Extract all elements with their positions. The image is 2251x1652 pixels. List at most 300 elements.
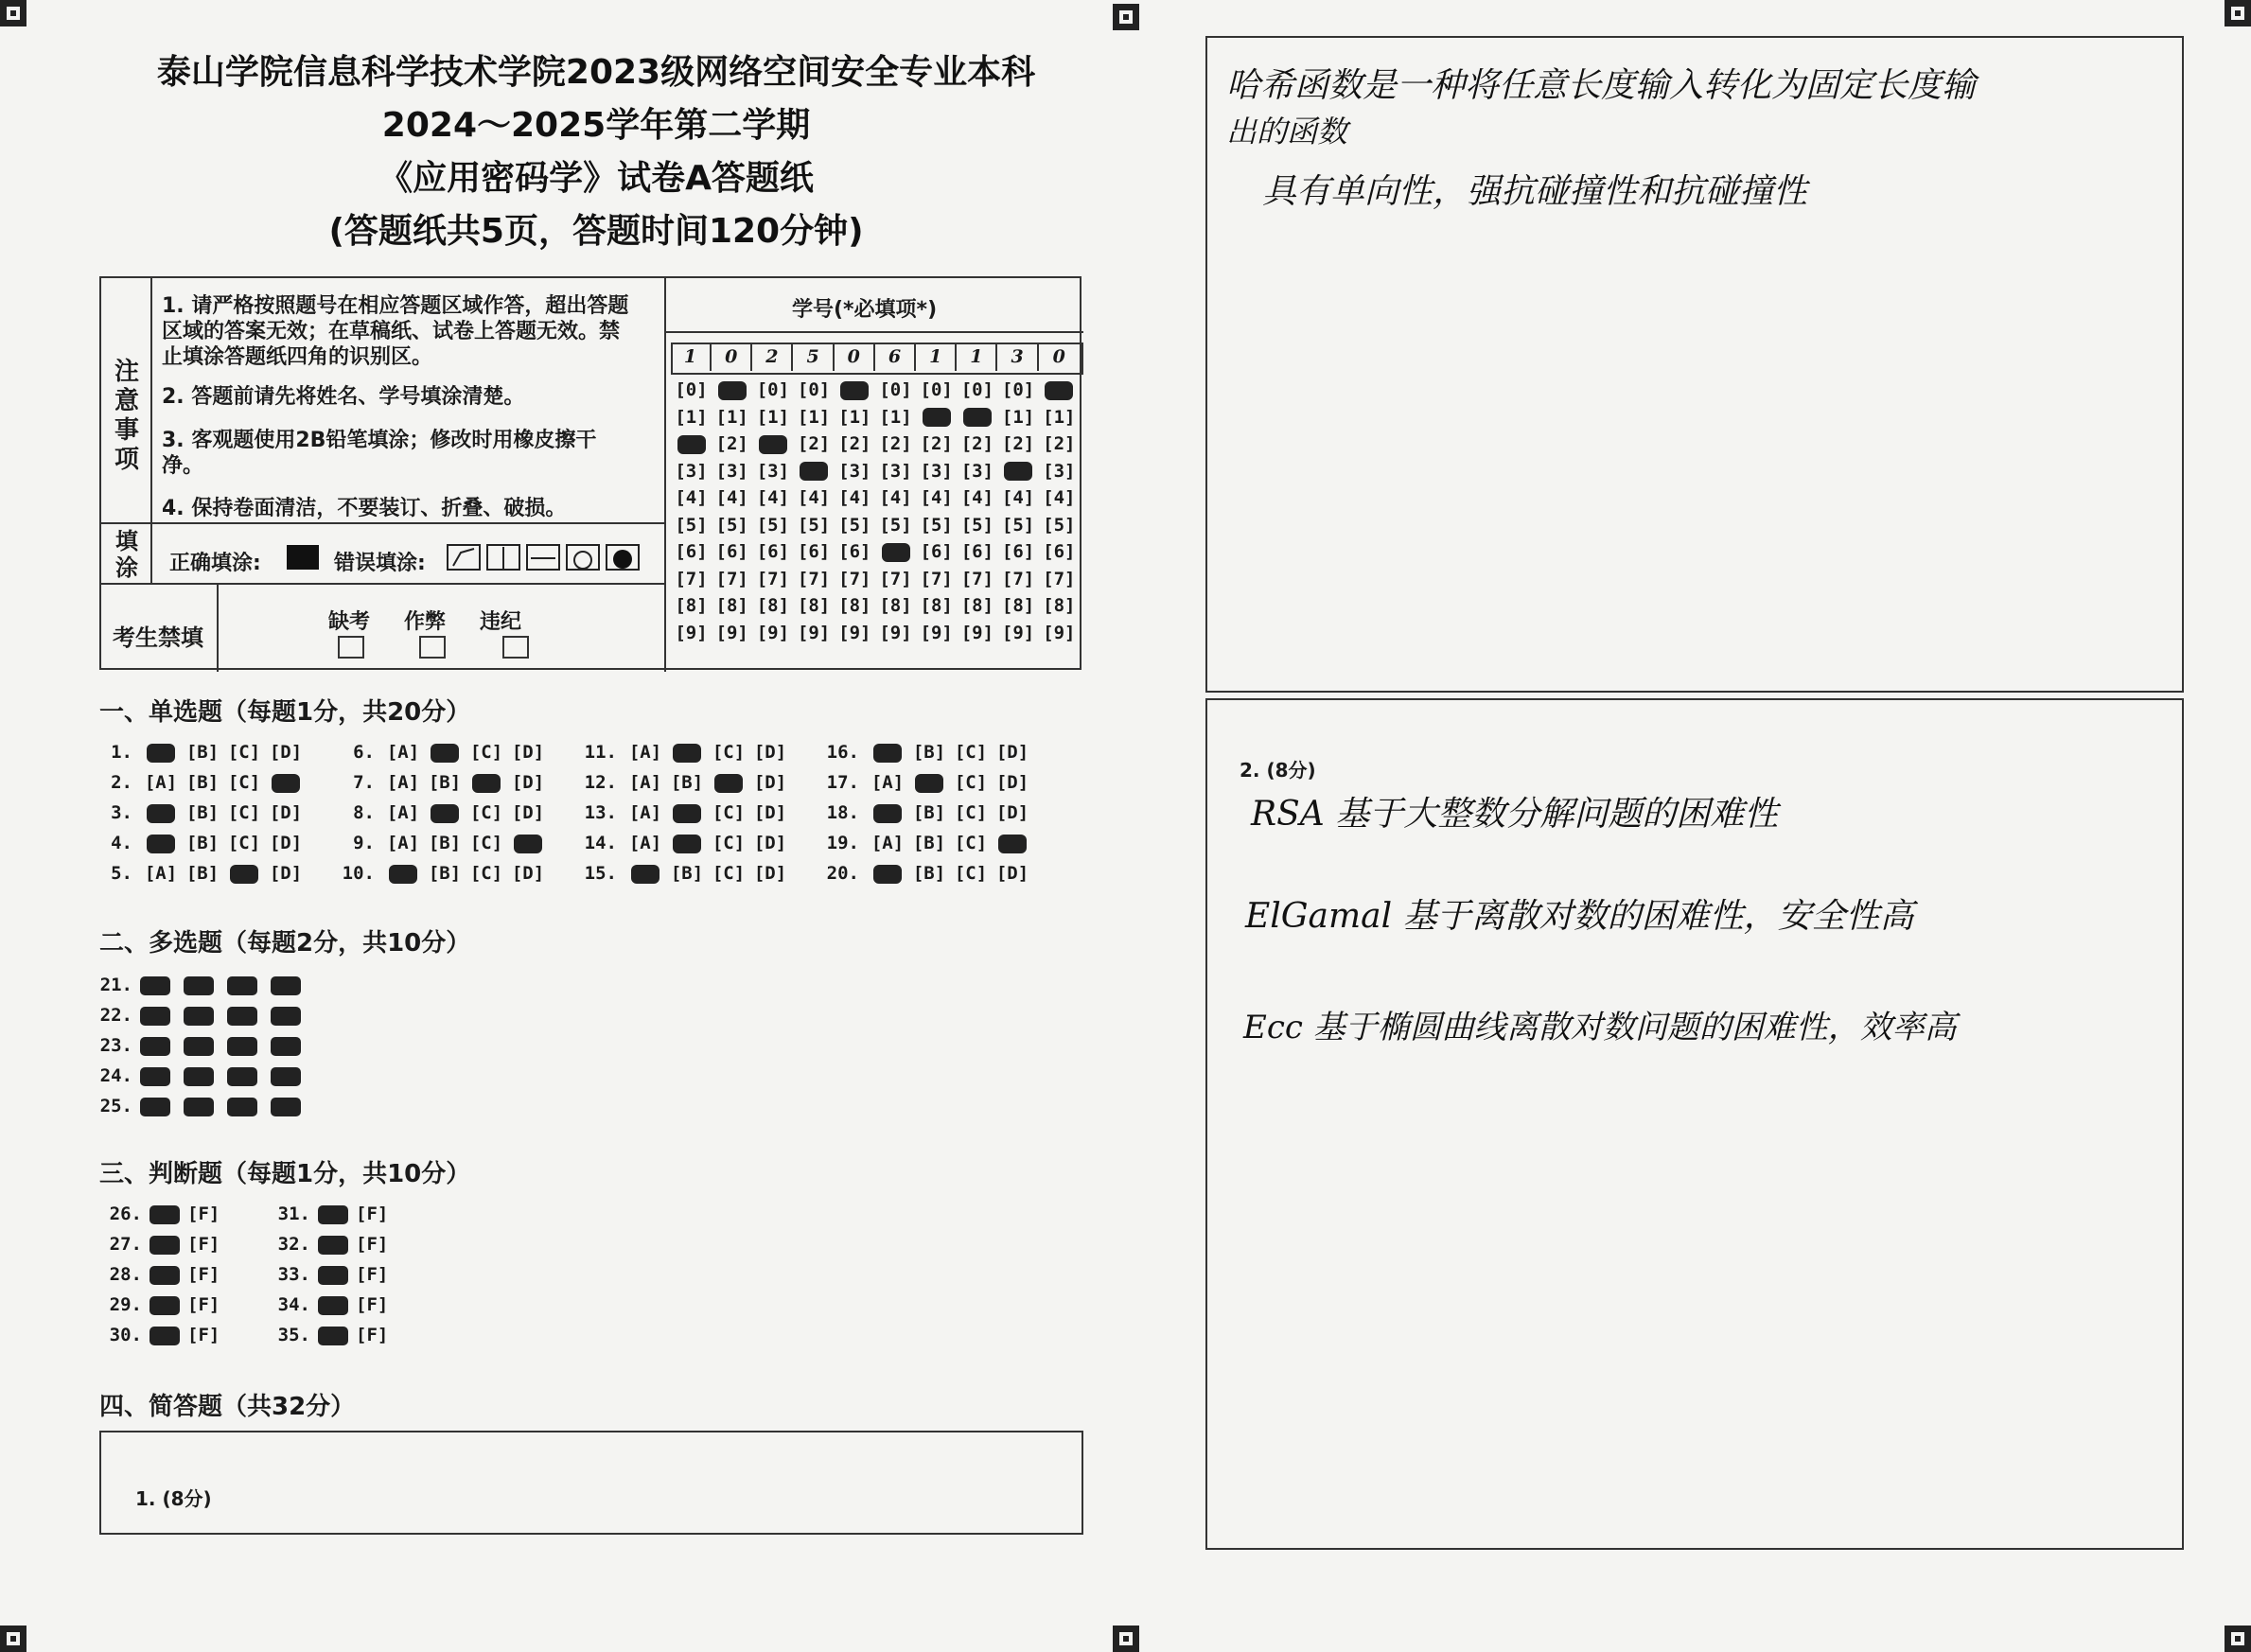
student-id-bubble-filled[interactable] — [957, 404, 997, 431]
false-bubble[interactable]: [F] — [187, 1234, 220, 1255]
student-id-bubble[interactable]: [4] — [960, 487, 994, 508]
option-bubble-filled[interactable] — [382, 863, 424, 884]
student-id-bubble[interactable]: [0] — [797, 379, 831, 400]
option-bubble[interactable]: [B] — [185, 802, 220, 823]
multi-choice-question — [95, 1035, 314, 1056]
student-id-bubble[interactable]: [2] — [920, 433, 953, 454]
judge-question — [104, 1325, 220, 1345]
student-id-column — [916, 343, 957, 646]
question-number: 15. — [584, 863, 617, 884]
student-id-bubble[interactable]: [5] — [715, 514, 748, 536]
question-number: 26. — [109, 1204, 142, 1224]
question-number: 11. — [584, 742, 617, 763]
student-id-bubble[interactable]: [5] — [756, 514, 790, 536]
student-id-bubble[interactable]: [8] — [879, 595, 912, 616]
student-id-bubble[interactable]: [0] — [675, 379, 708, 400]
false-bubble[interactable]: [F] — [187, 1294, 220, 1315]
option-bubble-filled[interactable] — [184, 1098, 214, 1116]
student-id-digit: 1 — [916, 343, 957, 371]
option-bubble-filled[interactable] — [184, 976, 214, 995]
student-id-bubble[interactable]: [4] — [797, 487, 831, 508]
option-bubble-filled[interactable] — [708, 772, 749, 793]
corner-mark-top-center — [1113, 4, 1139, 30]
student-id-bubble[interactable]: [4] — [879, 487, 912, 508]
student-id-bubble[interactable]: [2] — [838, 433, 871, 454]
option-bubble-filled[interactable] — [867, 863, 908, 884]
student-id-bubble[interactable]: [3] — [879, 460, 912, 482]
option-bubble[interactable]: [A] — [386, 833, 420, 853]
student-id-bubble[interactable]: [9] — [797, 622, 831, 643]
true-bubble-filled[interactable] — [318, 1296, 348, 1315]
question-number: 12. — [584, 772, 617, 793]
student-id-column — [752, 343, 793, 646]
option-bubble[interactable]: [D] — [995, 742, 1029, 763]
option-bubble[interactable]: [B] — [912, 802, 946, 823]
option-bubble-filled[interactable] — [271, 1007, 301, 1026]
student-id-bubble[interactable]: [6] — [715, 541, 748, 562]
student-id-bubble[interactable]: [7] — [1043, 568, 1076, 589]
student-id-bubble[interactable]: [3] — [1043, 460, 1076, 482]
option-bubble-filled[interactable] — [140, 833, 182, 853]
option-bubble[interactable]: [D] — [995, 772, 1029, 793]
q1-answer-line1: 哈希函数是一种将任意长度输入转化为固定长度输 — [1226, 66, 1977, 105]
student-id-bubble[interactable]: [2] — [1001, 433, 1035, 454]
violation-checkbox[interactable] — [502, 636, 529, 659]
true-bubble-filled[interactable] — [318, 1327, 348, 1345]
single-choice-question — [337, 833, 549, 853]
q1-answer-box[interactable] — [1205, 36, 2184, 693]
option-bubble[interactable]: [A] — [144, 863, 178, 884]
option-bubble[interactable]: [B] — [185, 772, 220, 793]
option-bubble[interactable]: [A] — [628, 772, 662, 793]
section-judge: 三、判断题（每题1分，共10分） — [99, 1160, 471, 1188]
student-id-bubble[interactable]: [9] — [920, 622, 953, 643]
question-number: 10. — [342, 863, 375, 884]
option-bubble[interactable]: [A] — [386, 802, 420, 823]
option-bubble-filled[interactable] — [140, 1037, 170, 1056]
student-id-bubble[interactable]: [0] — [1001, 379, 1035, 400]
option-bubble[interactable]: [B] — [670, 863, 704, 884]
false-bubble[interactable]: [F] — [356, 1204, 389, 1224]
student-id-bubble[interactable]: [1] — [838, 406, 871, 428]
student-id-bubble[interactable]: [3] — [960, 460, 994, 482]
correct-fill-label: 正确填涂: — [169, 552, 261, 575]
student-id-bubble[interactable]: [3] — [715, 460, 748, 482]
student-id-bubble[interactable]: [4] — [756, 487, 790, 508]
student-id-bubble[interactable]: [5] — [1001, 514, 1035, 536]
student-id-bubble-filled[interactable] — [671, 431, 712, 458]
judge-question — [104, 1294, 220, 1315]
true-bubble-filled[interactable] — [318, 1236, 348, 1255]
question-number: 31. — [277, 1204, 310, 1224]
option-bubble-filled[interactable] — [140, 976, 170, 995]
false-bubble[interactable]: [F] — [187, 1325, 220, 1345]
option-bubble-filled[interactable] — [227, 1067, 257, 1086]
student-id-column — [875, 343, 916, 646]
option-bubble-filled[interactable] — [227, 1098, 257, 1116]
student-id-bubble[interactable]: [6] — [675, 541, 708, 562]
section-multi-choice: 二、多选题（每题2分，共10分） — [99, 929, 471, 958]
student-id-bubble[interactable]: [9] — [879, 622, 912, 643]
option-bubble-filled[interactable] — [867, 742, 908, 763]
single-choice-question — [821, 802, 1033, 823]
option-bubble[interactable]: [B] — [185, 863, 220, 884]
question-number: 28. — [109, 1264, 142, 1285]
option-bubble-filled[interactable] — [223, 863, 265, 884]
option-bubble[interactable]: [B] — [428, 863, 462, 884]
student-id-bubble[interactable]: [1] — [756, 406, 790, 428]
student-id-bubble[interactable]: [7] — [838, 568, 871, 589]
student-id-bubble-filled[interactable] — [1039, 377, 1080, 404]
option-bubble[interactable]: [B] — [912, 742, 946, 763]
option-bubble-filled[interactable] — [140, 1098, 170, 1116]
true-bubble-filled[interactable] — [149, 1205, 180, 1224]
student-id-bubble[interactable]: [3] — [675, 460, 708, 482]
option-bubble[interactable]: [C] — [712, 742, 746, 763]
student-id-bubble[interactable]: [0] — [879, 379, 912, 400]
student-id-bubble[interactable]: [1] — [797, 406, 831, 428]
question-number: 3. — [111, 802, 132, 823]
question-number: 16. — [826, 742, 859, 763]
false-bubble[interactable]: [F] — [356, 1294, 389, 1315]
option-bubble[interactable]: [B] — [185, 742, 220, 763]
option-bubble[interactable]: [A] — [628, 802, 662, 823]
student-id-bubble[interactable]: [5] — [1043, 514, 1076, 536]
true-bubble-filled[interactable] — [149, 1266, 180, 1285]
option-bubble[interactable]: [D] — [753, 833, 787, 853]
exam-title-line4: (答题纸共5页，答题时间120分钟) — [328, 212, 864, 251]
student-id-bubble-filled[interactable] — [752, 431, 793, 458]
option-bubble[interactable]: [C] — [712, 802, 746, 823]
question-number: 1. — [111, 742, 132, 763]
question-number: 24. — [99, 1065, 132, 1086]
student-id-bubble[interactable]: [5] — [675, 514, 708, 536]
student-id-digit: 5 — [794, 343, 835, 371]
student-id-bubble[interactable]: [1] — [675, 406, 708, 428]
option-bubble[interactable]: [A] — [386, 742, 420, 763]
student-id-bubble[interactable]: [5] — [879, 514, 912, 536]
student-id-bubble[interactable]: [7] — [797, 568, 831, 589]
option-bubble[interactable]: [C] — [712, 863, 746, 884]
option-bubble[interactable]: [B] — [912, 863, 946, 884]
option-bubble-filled[interactable] — [184, 1067, 214, 1086]
cheat-checkbox[interactable] — [419, 636, 446, 659]
student-id-bubble[interactable]: [9] — [838, 622, 871, 643]
option-bubble[interactable]: [A] — [144, 772, 178, 793]
question-number: 29. — [109, 1294, 142, 1315]
option-bubble-filled[interactable] — [140, 1067, 170, 1086]
student-id-bubble[interactable]: [8] — [838, 595, 871, 616]
option-bubble-filled[interactable] — [271, 1098, 301, 1116]
forbid-label: 考生禁填 — [113, 624, 203, 651]
corner-mark-bottom-right — [2225, 1626, 2251, 1652]
student-id-bubble[interactable]: [8] — [1001, 595, 1035, 616]
student-id-bubble[interactable]: [4] — [920, 487, 953, 508]
violation-label: 违纪 — [480, 610, 522, 634]
option-bubble[interactable]: [C] — [469, 863, 503, 884]
option-bubble[interactable]: [D] — [511, 742, 545, 763]
option-bubble-filled[interactable] — [666, 742, 708, 763]
q1-answer-box-start[interactable] — [99, 1431, 1083, 1535]
student-id-bubble-filled[interactable] — [998, 458, 1039, 485]
option-bubble[interactable]: [B] — [428, 772, 462, 793]
student-id-bubble[interactable]: [7] — [879, 568, 912, 589]
student-id-bubble[interactable]: [0] — [920, 379, 953, 400]
notice-item-1: 1. 请严格按照题号在相应答题区域作答，超出答题区域的答案无效；在草稿纸、试卷上答题无效。禁止填涂答题纸四角的识别区。 — [162, 294, 629, 369]
option-bubble-filled[interactable] — [507, 833, 549, 853]
student-id-bubble[interactable]: [9] — [1043, 622, 1076, 643]
corner-mark-top-left — [0, 0, 26, 26]
option-bubble[interactable]: [D] — [753, 863, 787, 884]
student-id-bubble[interactable]: [8] — [797, 595, 831, 616]
student-id-bubble[interactable]: [6] — [838, 541, 871, 562]
option-bubble[interactable]: [B] — [185, 833, 220, 853]
option-bubble[interactable]: [A] — [386, 772, 420, 793]
option-bubble[interactable]: [D] — [511, 772, 545, 793]
student-id-bubble[interactable]: [9] — [1001, 622, 1035, 643]
single-choice-question — [337, 863, 549, 884]
student-id-column — [957, 343, 997, 646]
q2-answer-line2: ElGamal 基于离散对数的困难性，安全性高 — [1245, 897, 1914, 936]
student-id-bubble[interactable]: [1] — [1043, 406, 1076, 428]
option-bubble-filled[interactable] — [140, 742, 182, 763]
option-bubble-filled[interactable] — [908, 772, 950, 793]
student-id-bubble[interactable]: [6] — [797, 541, 831, 562]
question-number: 18. — [826, 802, 859, 823]
single-choice-question — [95, 742, 307, 763]
q1-answer-line3: 具有单向性，强抗碰撞性和抗碰撞性 — [1262, 172, 1808, 211]
notice-label: 注意事项 — [114, 358, 139, 474]
option-bubble[interactable]: [C] — [227, 772, 261, 793]
student-id-bubble[interactable]: [8] — [960, 595, 994, 616]
corner-mark-bottom-left — [0, 1626, 26, 1652]
option-bubble-filled[interactable] — [227, 1007, 257, 1026]
option-bubble-filled[interactable] — [184, 1037, 214, 1056]
option-bubble-filled[interactable] — [867, 802, 908, 823]
option-bubble[interactable]: [C] — [469, 742, 503, 763]
false-bubble[interactable]: [F] — [187, 1264, 220, 1285]
option-bubble[interactable]: [D] — [269, 863, 303, 884]
false-bubble[interactable]: [F] — [187, 1204, 220, 1224]
student-id-bubble[interactable]: [4] — [715, 487, 748, 508]
student-id-bubble[interactable]: [7] — [920, 568, 953, 589]
multi-choice-question — [95, 1005, 314, 1026]
judge-question — [273, 1234, 388, 1255]
option-bubble-filled[interactable] — [227, 1037, 257, 1056]
student-id-bubble[interactable]: [9] — [960, 622, 994, 643]
student-id-bubble[interactable]: [8] — [1043, 595, 1076, 616]
option-bubble[interactable]: [D] — [753, 772, 787, 793]
student-id-title: 学号(*必填项*) — [792, 298, 938, 322]
student-id-bubble[interactable]: [2] — [879, 433, 912, 454]
student-id-bubble[interactable]: [3] — [756, 460, 790, 482]
student-id-bubble[interactable]: [6] — [920, 541, 953, 562]
option-bubble-filled[interactable] — [271, 1067, 301, 1086]
student-id-bubble[interactable]: [2] — [1043, 433, 1076, 454]
option-bubble-filled[interactable] — [140, 1007, 170, 1026]
student-id-bubble[interactable]: [5] — [797, 514, 831, 536]
option-bubble[interactable]: [C] — [469, 802, 503, 823]
option-bubble[interactable]: [C] — [227, 833, 261, 853]
student-id-bubble[interactable]: [1] — [715, 406, 748, 428]
single-choice-question — [579, 772, 791, 793]
option-bubble[interactable]: [A] — [871, 772, 905, 793]
fill-label: 填涂 — [115, 528, 138, 581]
option-bubble[interactable]: [C] — [954, 833, 988, 853]
single-choice-question — [95, 863, 307, 884]
question-number: 8. — [353, 802, 375, 823]
option-bubble[interactable]: [B] — [428, 833, 462, 853]
student-id-bubble[interactable]: [0] — [960, 379, 994, 400]
student-id-column — [712, 343, 752, 646]
q2-answer-box[interactable] — [1205, 698, 2184, 1550]
option-bubble[interactable]: [C] — [954, 802, 988, 823]
student-id-bubble[interactable]: [3] — [838, 460, 871, 482]
option-bubble[interactable]: [D] — [995, 863, 1029, 884]
true-bubble-filled[interactable] — [149, 1236, 180, 1255]
student-id-bubble-filled[interactable] — [794, 458, 835, 485]
option-bubble-filled[interactable] — [666, 833, 708, 853]
option-bubble-filled[interactable] — [424, 742, 466, 763]
student-id-bubble[interactable]: [7] — [756, 568, 790, 589]
option-bubble[interactable]: [A] — [871, 833, 905, 853]
student-id-bubble[interactable]: [5] — [920, 514, 953, 536]
option-bubble[interactable]: [D] — [269, 802, 303, 823]
option-bubble-filled[interactable] — [184, 1007, 214, 1026]
true-bubble-filled[interactable] — [149, 1327, 180, 1345]
judge-question — [104, 1204, 220, 1224]
student-id-bubble[interactable]: [4] — [838, 487, 871, 508]
option-bubble[interactable]: [B] — [670, 772, 704, 793]
student-id-bubble[interactable]: [2] — [797, 433, 831, 454]
student-id-bubble[interactable]: [6] — [1001, 541, 1035, 562]
student-id-bubble[interactable]: [4] — [675, 487, 708, 508]
student-id-bubble[interactable]: [0] — [756, 379, 790, 400]
option-bubble[interactable]: [A] — [628, 742, 662, 763]
question-number: 7. — [353, 772, 375, 793]
question-number: 6. — [353, 742, 375, 763]
single-choice-question — [579, 863, 791, 884]
question-number: 33. — [277, 1264, 310, 1285]
student-id-bubble[interactable]: [5] — [838, 514, 871, 536]
student-id-bubble[interactable]: [8] — [715, 595, 748, 616]
option-bubble-filled[interactable] — [666, 802, 708, 823]
student-id-bubble[interactable]: [4] — [1043, 487, 1076, 508]
single-choice-question — [821, 833, 1033, 853]
option-bubble[interactable]: [C] — [954, 772, 988, 793]
student-id-bubble[interactable]: [2] — [960, 433, 994, 454]
multi-choice-question — [95, 1065, 314, 1086]
option-bubble[interactable]: [D] — [511, 802, 545, 823]
true-bubble-filled[interactable] — [318, 1266, 348, 1285]
option-bubble[interactable]: [C] — [712, 833, 746, 853]
option-bubble[interactable]: [D] — [269, 833, 303, 853]
option-bubble-filled[interactable] — [466, 772, 507, 793]
student-id-bubble[interactable]: [9] — [675, 622, 708, 643]
option-bubble[interactable]: [C] — [227, 742, 261, 763]
option-bubble[interactable]: [C] — [954, 742, 988, 763]
judge-question — [273, 1264, 388, 1285]
option-bubble[interactable]: [C] — [469, 833, 503, 853]
option-bubble-filled[interactable] — [992, 833, 1033, 853]
true-bubble-filled[interactable] — [318, 1205, 348, 1224]
student-id-bubble[interactable]: [7] — [715, 568, 748, 589]
corner-mark-top-right — [2225, 0, 2251, 26]
student-id-bubble[interactable]: [6] — [960, 541, 994, 562]
option-bubble[interactable]: [D] — [511, 863, 545, 884]
student-id-bubble[interactable]: [6] — [756, 541, 790, 562]
student-id-bubble[interactable]: [7] — [1001, 568, 1035, 589]
student-id-bubble[interactable]: [7] — [675, 568, 708, 589]
section-single-choice: 一、单选题（每题1分，共20分） — [99, 698, 471, 727]
false-bubble[interactable]: [F] — [356, 1325, 389, 1345]
judge-question — [273, 1204, 388, 1224]
notice-item-4: 4. 保持卷面清洁，不要装订、折叠、破损。 — [162, 497, 567, 520]
single-choice-question — [821, 742, 1033, 763]
option-bubble[interactable]: [C] — [954, 863, 988, 884]
notice-item-2: 2. 答题前请先将姓名、学号填涂清楚。 — [162, 385, 525, 409]
option-bubble-filled[interactable] — [271, 1037, 301, 1056]
option-bubble-filled[interactable] — [227, 976, 257, 995]
option-bubble-filled[interactable] — [271, 976, 301, 995]
judge-question — [104, 1264, 220, 1285]
student-id-bubble-filled[interactable] — [835, 377, 875, 404]
exam-title-line2: 2024～2025学年第二学期 — [381, 106, 811, 145]
judge-question — [273, 1294, 388, 1315]
student-id-bubble[interactable]: [9] — [715, 622, 748, 643]
student-id-bubble[interactable]: [6] — [1043, 541, 1076, 562]
student-id-bubble-filled[interactable] — [875, 538, 916, 566]
option-bubble[interactable]: [C] — [227, 802, 261, 823]
option-bubble[interactable]: [B] — [912, 833, 946, 853]
student-id-bubble-filled[interactable] — [712, 377, 752, 404]
option-bubble[interactable]: [D] — [995, 802, 1029, 823]
option-bubble-filled[interactable] — [624, 863, 666, 884]
student-id-bubble[interactable]: [8] — [756, 595, 790, 616]
student-id-bubble-filled[interactable] — [916, 404, 957, 431]
student-id-bubble[interactable]: [3] — [920, 460, 953, 482]
true-bubble-filled[interactable] — [149, 1296, 180, 1315]
student-id-bubble[interactable]: [2] — [715, 433, 748, 454]
absent-checkbox[interactable] — [338, 636, 364, 659]
single-choice-question — [337, 772, 549, 793]
student-id-digit: 0 — [835, 343, 875, 371]
student-id-bubble[interactable]: [8] — [920, 595, 953, 616]
student-id-bubble[interactable]: [1] — [879, 406, 912, 428]
option-bubble-filled[interactable] — [140, 802, 182, 823]
student-id-digit: 6 — [875, 343, 916, 371]
false-bubble[interactable]: [F] — [356, 1264, 389, 1285]
student-id-bubble[interactable]: [5] — [960, 514, 994, 536]
option-bubble[interactable]: [D] — [753, 802, 787, 823]
student-id-column — [835, 343, 875, 646]
question-number: 22. — [99, 1005, 132, 1026]
student-id-bubble[interactable]: [4] — [1001, 487, 1035, 508]
student-id-bubble[interactable]: [7] — [960, 568, 994, 589]
option-bubble[interactable]: [A] — [628, 833, 662, 853]
student-id-bubble[interactable]: [8] — [675, 595, 708, 616]
exam-title-line3: 《应用密码学》试卷A答题纸 — [378, 159, 814, 198]
false-bubble[interactable]: [F] — [356, 1234, 389, 1255]
student-id-bubble[interactable]: [1] — [1001, 406, 1035, 428]
student-id-column — [998, 343, 1039, 646]
option-bubble[interactable]: [D] — [269, 742, 303, 763]
option-bubble-filled[interactable] — [424, 802, 466, 823]
option-bubble-filled[interactable] — [265, 772, 307, 793]
correct-fill-sample — [287, 545, 319, 570]
option-bubble[interactable]: [D] — [753, 742, 787, 763]
student-id-bubble[interactable]: [9] — [756, 622, 790, 643]
